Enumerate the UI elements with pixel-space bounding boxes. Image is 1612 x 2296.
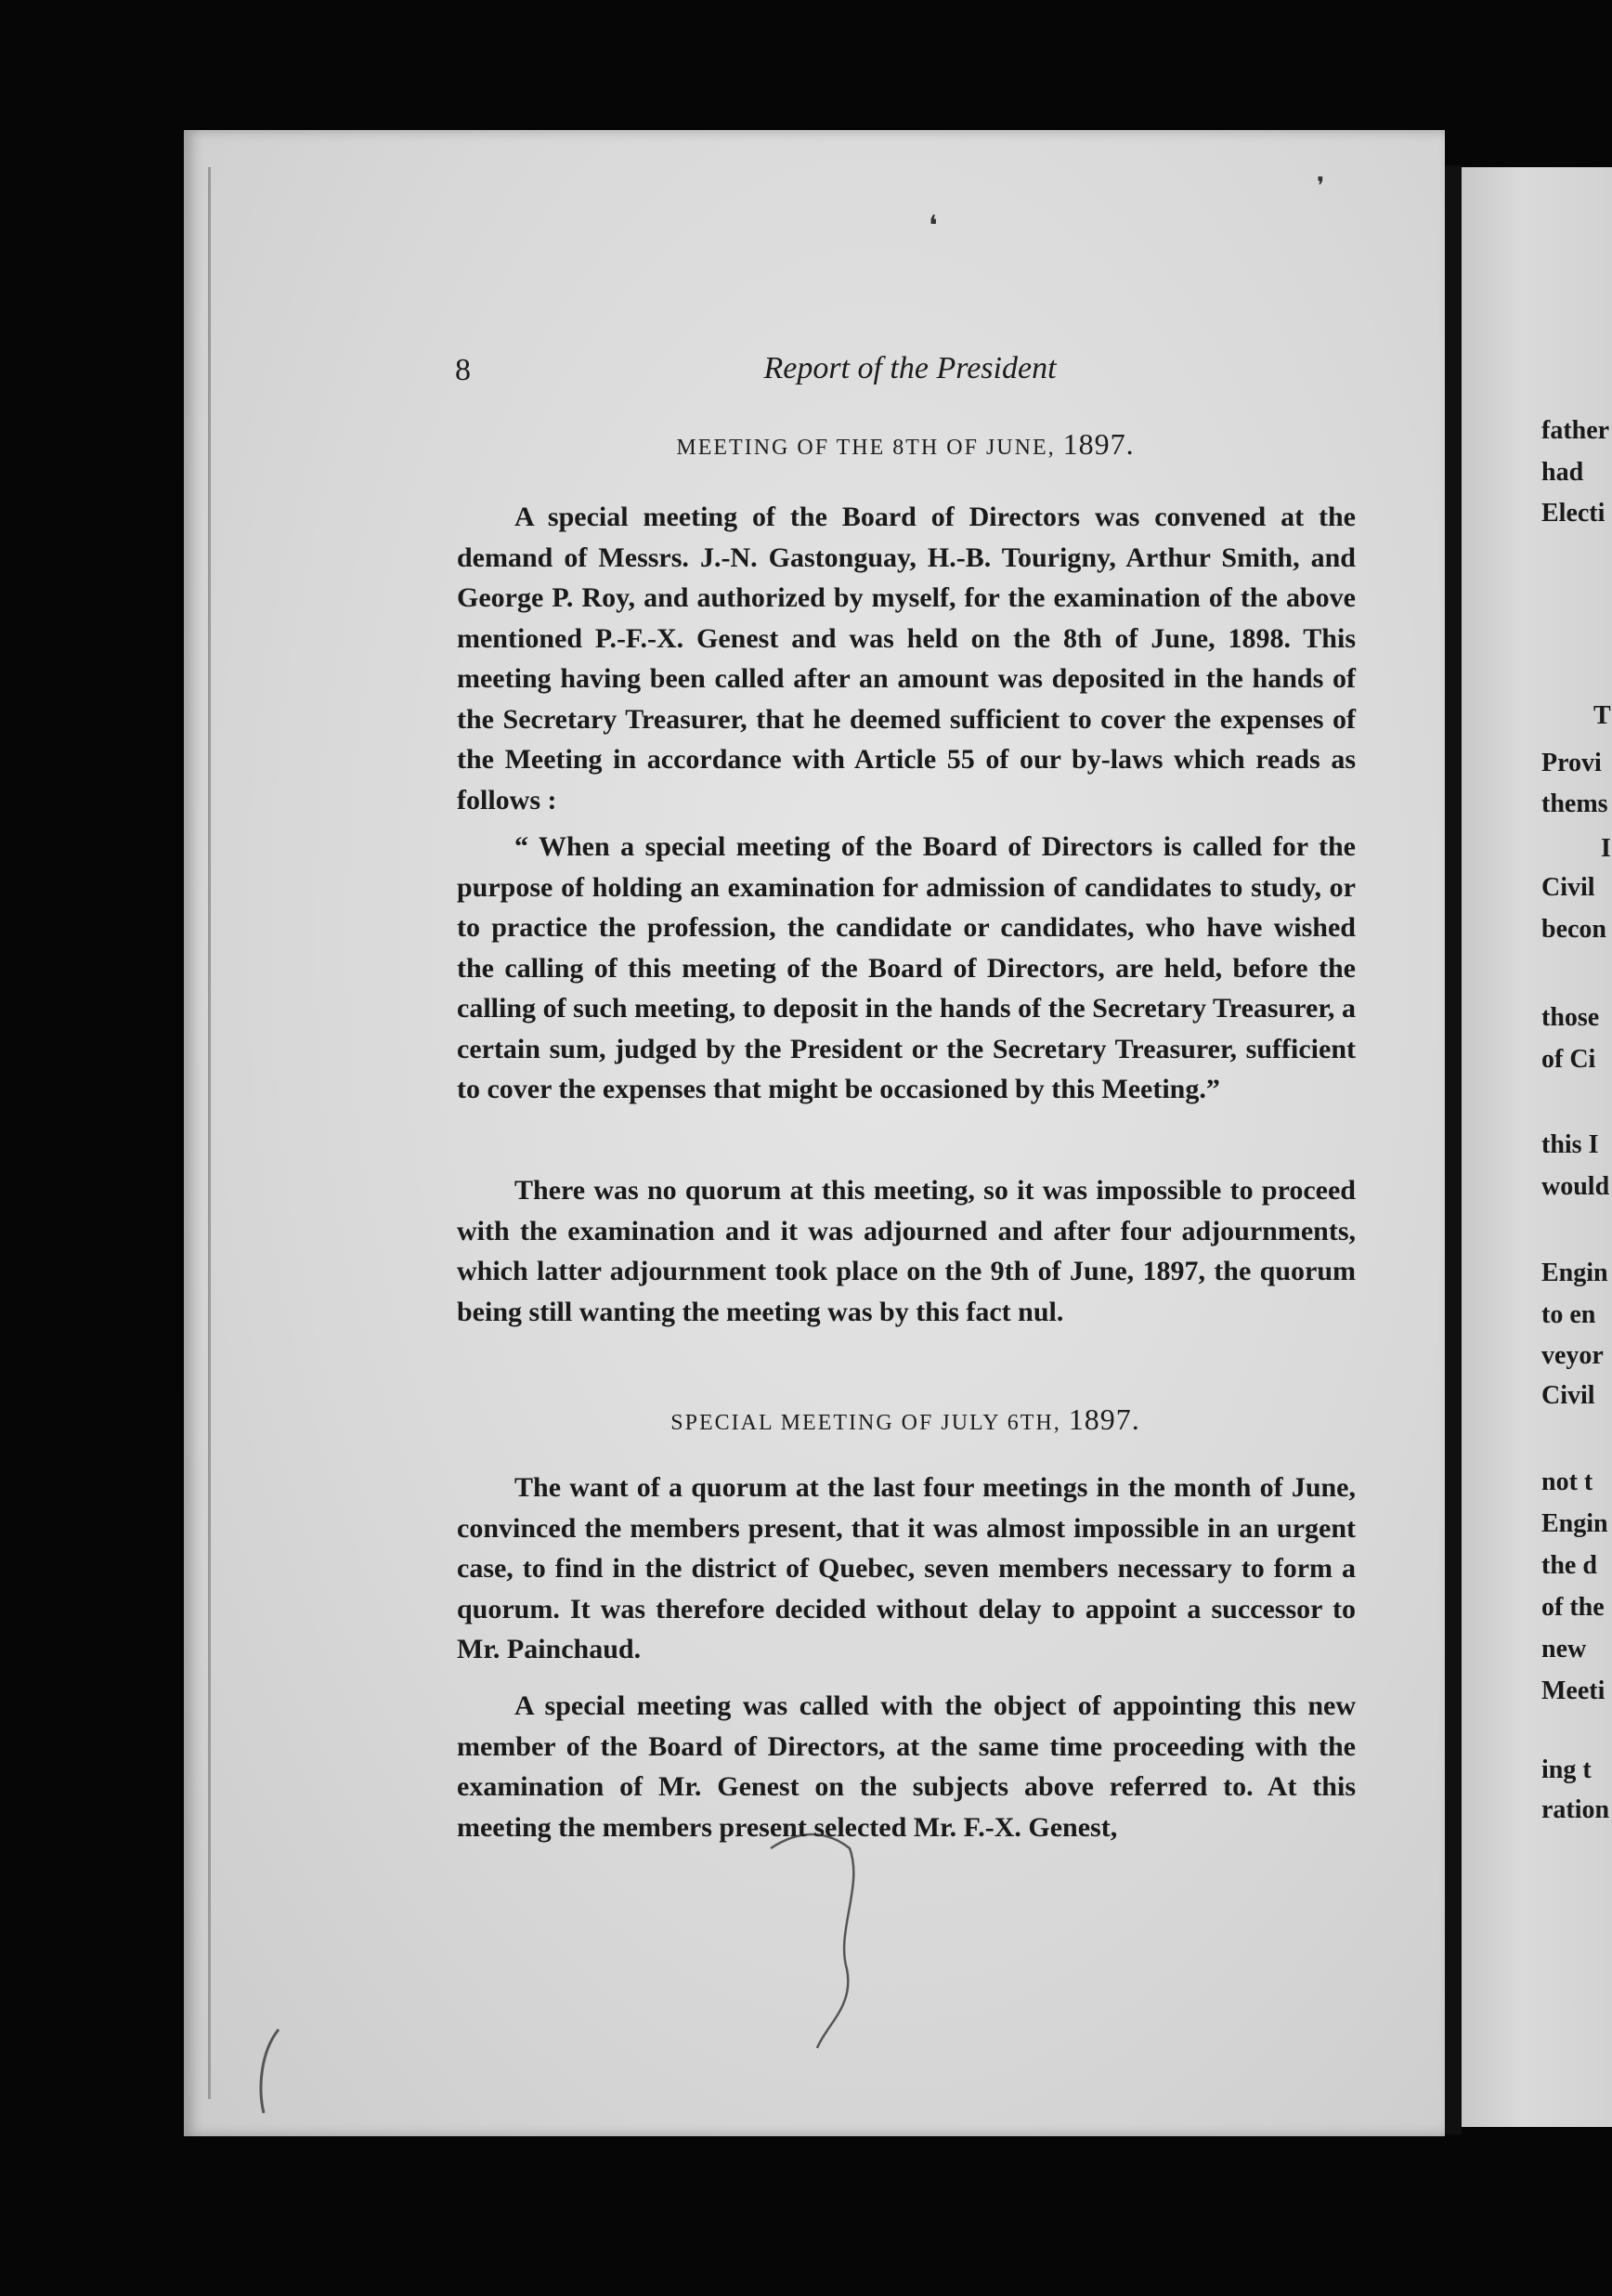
section-heading-text: MEETING OF THE 8TH OF JUNE,	[676, 436, 1056, 460]
paragraph: The want of a quorum at the last four meetings in the month of June, convinced the members present, that it was almost impossible in an urgent case, to find in the district of Quebec, seven members necessary to form a quorum. It was therefore decided without delay to appoint a successor to Mr. Painchaud.	[457, 1472, 1356, 1664]
ink-speck: ❜	[1317, 173, 1325, 200]
facing-page-fragment: to en	[1541, 1300, 1596, 1329]
facing-page-fragment: ing t	[1541, 1755, 1592, 1784]
section-heading-year: 1897.	[1068, 1402, 1140, 1436]
book-gutter	[1445, 165, 1462, 2134]
by-law-quotation: “ When a special meeting of the Board of Directors is called for the purpose of holding an examination for admission of candidates to study, or to practice the profession, the candidate or candidates, who have wished the calling of this meeting of the Board of Directors, are held, before the calling of such meeting, to deposit in the hands of the Secretary Treasurer, a certain sum, judged by the President or the Secretary Treasurer, sufficient to cover the expenses that might be occasioned by this Meeting.”	[457, 831, 1356, 1104]
facing-page-fragment: Engin	[1541, 1259, 1608, 1287]
facing-page-fragment: I	[1601, 834, 1611, 863]
facing-page-fragment: Civil	[1541, 1381, 1595, 1410]
facing-page-fragment: new	[1541, 1635, 1587, 1663]
paragraph: There was no quorum at this meeting, so it was impossible to proceed with the examination and it was adjourned and after four adjournments, which latter adjournment took place on the 9th of June, 1897, the quorum being still wanting the meeting was by this fact nul.	[457, 1175, 1356, 1327]
facing-page-fragment: T	[1593, 701, 1611, 730]
section-heading-text: SPECIAL MEETING OF JULY 6TH,	[670, 1411, 1061, 1435]
running-head: Report of the President	[763, 351, 1057, 385]
paragraph: A special meeting was called with the object of appointing this new member of the Board of Directors, at the same time proceeding with the examination of Mr. Genest on the subjects above referred to. At this meeting the members present selected Mr. F.-X. Genest,	[457, 1690, 1356, 1843]
facing-page-fragment: Civil	[1541, 873, 1595, 902]
page-edge-line	[208, 167, 211, 2099]
facing-page-fragment: Provi	[1541, 749, 1602, 777]
facing-page-fragment: becon	[1541, 915, 1606, 944]
ink-speck: ❛	[929, 211, 938, 241]
section-heading-july	[455, 1402, 1356, 1437]
facing-page-fragment: Meeti	[1541, 1676, 1606, 1705]
section-heading-year: 1897.	[1062, 427, 1135, 461]
facing-page-fragment: this I	[1541, 1130, 1599, 1159]
facing-page-fragment: of Ci	[1541, 1045, 1596, 1074]
facing-page-fragment: veyor	[1541, 1341, 1604, 1370]
pencil-bracket	[251, 2025, 288, 2118]
facing-page-fragment: the d	[1541, 1551, 1597, 1580]
facing-page-fragment: Electi	[1541, 499, 1606, 528]
facing-page-fragment: those	[1541, 1003, 1600, 1032]
paragraph: A special meeting of the Board of Directors was convened at the demand of Messrs. J.-N. Gastonguay, H.-B. Tourigny, Arthur Smith, and George P. Roy, and authorized by myself, for the examination of the above mentioned P.-F.-X. Genest and was held on the 8th of June, 1898. This meeting having been called after an amount was deposited in the hands of the Secretary Treasurer, that he deemed sufficient to cover the expenses of the Meeting in accordance with Article 55 of our by-laws which reads as follows :	[457, 502, 1356, 815]
facing-page-fragment: would	[1541, 1172, 1610, 1201]
facing-page-fragment: Engin	[1541, 1509, 1608, 1538]
facing-page-fragment: had	[1541, 458, 1584, 487]
facing-page-fragment: father	[1541, 416, 1610, 445]
facing-page-fragment: thems	[1541, 789, 1608, 818]
section-heading-june	[455, 427, 1356, 462]
facing-page-fragment: of the	[1541, 1593, 1605, 1622]
page-number: 8	[455, 353, 471, 387]
pencil-scribble	[761, 1830, 873, 2053]
facing-page-fragment: not t	[1541, 1468, 1593, 1496]
facing-page-fragment: ration	[1541, 1795, 1610, 1824]
